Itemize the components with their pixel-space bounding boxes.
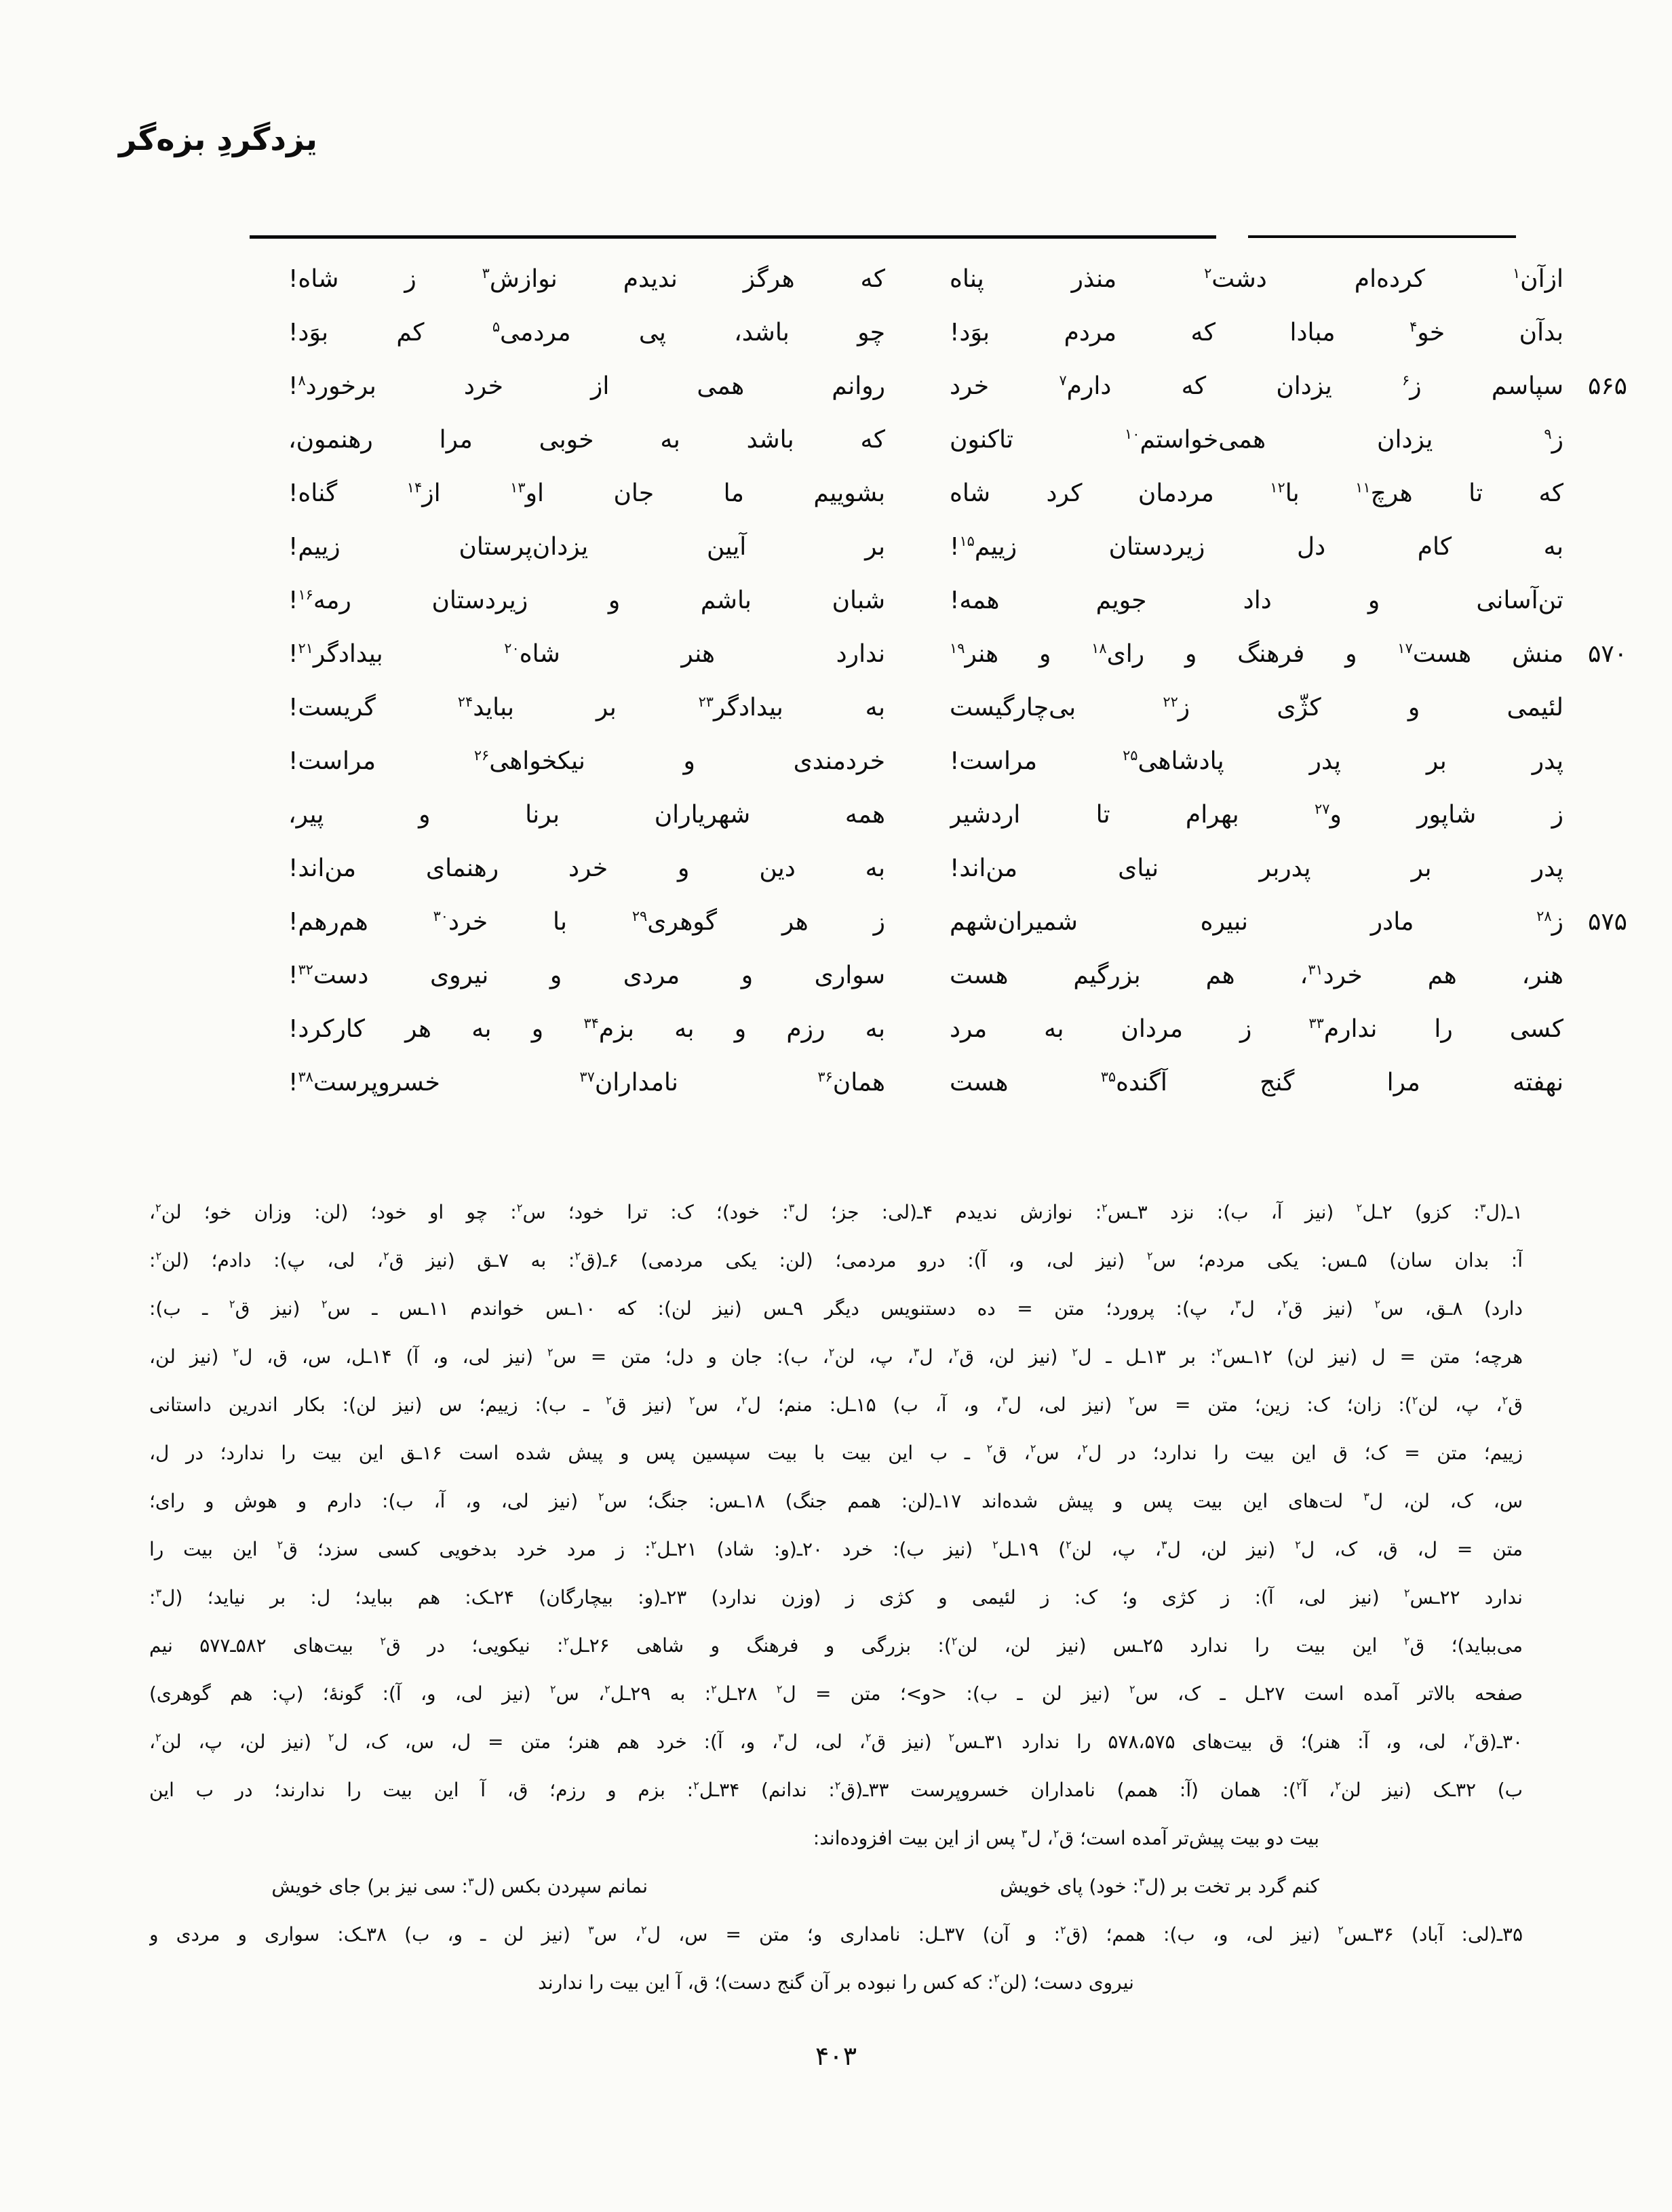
hemistich-left: ز هر گوهری$^{۲۹}$ با خرد$^{۳۰}$ هم‌رهم! <box>288 907 885 936</box>
hemistich-right: لئیمی و کژّی ز$^{۲۲}$ بی‌چارگیست <box>950 693 1563 722</box>
hemistich-right: نهفته مرا گنج آگنده$^{۳۵}$ هست <box>950 1068 1563 1097</box>
hemistich-right: ز$^۹$ یزدان همی‌خواستم$^{۱۰}$ تاکنون <box>950 425 1563 454</box>
apparatus-continuation: ۳۵ـ(لی: آباد) ۳۶ـس$^۲$ (نیز لی، و، ب): همم؛ (ق$^۲$: و آن) ۳۷ـل: نامداری و؛ متن = س، ل$^۲$، س$^۳$ (نیز لن ـ و، ب) ۳۸ـک: سواری و مردی و <box>149 1923 1523 1946</box>
hemistich-right: هنر، هم خرد$^{۳۱}$، هم بزرگیم هست <box>950 961 1563 989</box>
chapter-title: یزدگردِ بزه‌گر <box>119 121 317 157</box>
poem-couplet <box>0 895 1672 949</box>
apparatus-line: ندارد ۲۲ـس$^۲$ (نیز لی، آ): ز کژی و؛ ک: ز لئیمی و کژی ز (وزن ندارد) ۲۳ـ(و: بیچارگان) ۲۴ـک: هم بباید؛ ل: بر نیاید؛ (ل$^۳$: <box>149 1586 1523 1608</box>
hemistich-left: به بیدادگر$^{۲۳}$ بر بباید$^{۲۴}$ گریست! <box>288 693 885 722</box>
poem-couplet <box>0 359 1672 413</box>
poem-couplet <box>0 306 1672 359</box>
poem-couplet <box>0 681 1672 734</box>
hemistich-right: سپاسم ز$^۶$ یزدان که دارم$^۷$ خرد <box>950 372 1563 400</box>
apparatus-line: آ: بدان سان) ۵ـس: یکی مردم؛ س$^۲$ (نیز لی، و، آ): درو مردمی؛ (لن: یکی مردمی) ۶ـ(ق$^۲$: به ۷ـق (نیز ق$^۲$، لی، پ): دادم؛ (لن$^۲$: <box>149 1249 1523 1271</box>
verse-number: ۵۷۵ <box>1587 908 1627 936</box>
apparatus-line: ب) ۳۲ـک (نیز لن$^۲$، آ$^۲$): همان (آ: همم) نامداران خسروپرست ۳۳ـ(ق$^۲$: ندانم) ۳۴ـل$^۲$: بزم و رزم؛ ق، آ این بیت را ندارند؛ در ب این <box>149 1779 1523 1801</box>
apparatus-line: ق$^۲$، پ، لن$^۲$): زان؛ ک: زین؛ متن = س$^۲$ (نیز لی، ل$^۳$، و، آ، ب) ۱۵ـل: منم؛ ل$^۲$، س$^۲$ (نیز ق$^۲$ ـ ب): زییم؛ س (نیز لن): بکار اندرین داستانی <box>149 1394 1523 1416</box>
apparatus-line: س، ک، لن، ل$^۳$ لت‌های این بیت پس و پیش شده‌اند ۱۷ـ(لن: همم جنگ) ۱۸ـس: جنگ؛ س$^۲$ (نیز لی، و، آ، ب): دارم و هوش و رای؛ <box>149 1490 1523 1512</box>
hemistich-right: به کام دل زیردستان زییم$^{۱۵}$! <box>950 532 1563 561</box>
poem-couplet <box>0 574 1672 627</box>
verse-number: ۵۷۰ <box>1587 640 1627 668</box>
hemistich-left: خردمندی و نیکخواهی$^{۲۶}$ مراست! <box>288 747 885 775</box>
page-number: ۴۰۳ <box>815 2041 857 2071</box>
hemistich-left: به رزم و به بزم$^{۳۴}$ و به هر کارکرد! <box>288 1014 885 1043</box>
apparatus-line: صفحه بالاتر آمده است ۲۷ـل ـ ک، س$^۲$ (نیز لن ـ ب): <و>؛ متن = ل$^۲$ ۲۸ـل$^۲$: به ۲۹ـل$^۲$، س$^۲$ (نیز لی، و، آ): گونهٔ؛ (پ: هم گوهری) <box>149 1682 1523 1705</box>
hemistich-left: که هرگز ندیدم نوازش$^۳$ ز شاه! <box>288 264 885 293</box>
apparatus-lines <box>149 1188 1523 1814</box>
poem-couplet <box>0 467 1672 520</box>
poem-couplet <box>0 252 1672 306</box>
apparatus-line: دارد) ۸ـق، س$^۲$ (نیز ق$^۲$، ل$^۳$، پ): پرورد؛ متن = ده دستنویس دیگر ۹ـس (نیز لن): که ۱۰ـس خواندم ۱۱ـس ـ س$^۲$ (نیز ق$^۲$ ـ ب): <box>149 1297 1523 1320</box>
hemistich-left: بشوییم ما جان او$^{۱۳}$ از$^{۱۴}$ گناه! <box>288 479 885 507</box>
poem-couplet <box>0 788 1672 842</box>
quoted-hemistich-left: نمانم سپردن بکس (ل$^۳$: سی نیز بر) جای خویش <box>271 1875 648 1897</box>
apparatus-line: می‌بباید)؛ ق$^۲$ این بیت را ندارد ۲۵ـس (نیز لن، لن$^۲$): بزرگی و فرهنگ و شاهی ۲۶ـل$^۲$: نیکویی؛ در ق$^۲$ بیت‌های ۵۸۲ـ۵۷۷ نیم <box>149 1634 1523 1657</box>
hemistich-right: پدر بر پدربر نیای من‌اند! <box>950 854 1563 882</box>
poem-couplet <box>0 520 1672 574</box>
hemistich-right: ز$^{۲۸}$ مادر نبیره شمیران‌شهم <box>950 907 1563 936</box>
hemistich-left: بر آیین یزدان‌پرستان زییم! <box>288 532 885 561</box>
hemistich-right: ز شاپور و$^{۲۷}$ بهرام تا اردشیر <box>950 800 1563 829</box>
poem <box>0 252 1672 1109</box>
hemistich-right: کسی را ندارم$^{۳۳}$ ز مردان به مرد <box>950 1014 1563 1043</box>
poem-couplet <box>0 949 1672 1002</box>
hemistich-right: منش هست$^{۱۷}$ و فرهنگ و رای$^{۱۸}$ و هنر$^{۱۹}$ <box>950 639 1563 668</box>
poem-couplet <box>0 1002 1672 1056</box>
hemistich-right: ازآن$^۱$ کرده‌ام دشت$^۲$ منذر پناه <box>950 264 1563 293</box>
poem-couplet <box>0 627 1672 681</box>
hemistich-right: که تا هرچ$^{۱۱}$ با$^{۱۲}$ مردمان کرد شاه <box>950 479 1563 507</box>
apparatus-insert-intro: بیت دو بیت پیش‌تر آمده است؛ ق$^۲$، ل$^۳$ پس از این بیت افزوده‌اند: <box>813 1827 1319 1849</box>
hemistich-right: بدآن خو$^۴$ مبادا که مردم بوَد! <box>950 318 1563 347</box>
apparatus-closing-line: نیروی دست؛ (لن$^۲$: که کس را نبوده بر آن گنج دست)؛ ق، آ این بیت را ندارند <box>538 1971 1134 1994</box>
poem-couplet <box>0 842 1672 895</box>
verse-number: ۵۶۵ <box>1587 372 1627 400</box>
hemistich-right: پدر بر پدر پادشاهی$^{۲۵}$ مراست! <box>950 747 1563 775</box>
hemistich-left: روانم همی از خرد برخورد$^۸$! <box>288 372 885 400</box>
hemistich-left: سواری و مردی و نیروی دست$^{۳۲}$! <box>288 961 885 989</box>
apparatus-line: هرچه؛ متن = ل (نیز لن) ۱۲ـس$^۲$: بر ۱۳ـل ـ ل$^۲$ (نیز لن، ق$^۲$، ل$^۳$، پ، لن$^۲$، ب): جان و دل؛ متن = س$^۲$ (نیز لی، و، آ) ۱۴ـل، س، ق، ل$^۲$ (نیز لن، <box>149 1345 1523 1368</box>
header-rule-right <box>1248 235 1516 238</box>
hemistich-left: همه شهریاران برنا و پیر، <box>288 800 885 829</box>
critical-apparatus <box>149 1188 1523 2007</box>
hemistich-left: که باشد به خوبی مرا رهنمون، <box>288 425 885 454</box>
quoted-hemistich-right: کنم گرد بر تخت بر (ل$^۳$: خود) پای خویش <box>1000 1875 1319 1897</box>
hemistich-left: چو باشد، پی مردمی$^۵$ کم بوَد! <box>288 318 885 347</box>
hemistich-left: به دین و خرد رهنمای من‌اند! <box>288 854 885 882</box>
poem-couplet <box>0 1056 1672 1109</box>
apparatus-line: ۳۰ـ(ق$^۲$، لی، و، آ: هنر)؛ ق بیت‌های ۵۷۸،۵۷۵ را ندارد ۳۱ـس$^۲$ (نیز ق$^۲$، لی، ل$^۳$، و، آ): خرد هم هنر؛ متن = ل، س، ک، ل$^۲$ (نیز لن، پ، لن$^۲$، <box>149 1731 1523 1753</box>
apparatus-line: ۱ـ(ل$^۳$: کزو) ۲ـل$^۲$ (نیز آ، ب): نزد ۳ـس$^۲$: نوازش ندیدم ۴ـ(لی: جز؛ ل$^۳$: خود)؛ ک: ترا خود؛ س$^۲$: چو او خود؛ (لن: وزان خو؛ لن$^۲$، <box>149 1201 1523 1223</box>
apparatus-quoted-couplet <box>149 1862 1523 1910</box>
hemistich-left: شبان باشم و زیردستان رمه$^{۱۶}$! <box>288 586 885 614</box>
header-rule-left <box>250 235 1216 239</box>
hemistich-left: همان$^{۳۶}$ نامداران$^{۳۷}$ خسروپرست$^{۳۸}$! <box>288 1068 885 1097</box>
apparatus-line: متن = ل، ق، ک، ل$^۲$ (نیز لن، ل$^۳$، پ، لن$^۲$) ۱۹ـل$^۲$ (نیز ب): خرد ۲۰ـ(و: شاد) ۲۱ـل$^۲$: ز مرد خرد بدخویی کسی سزد؛ ق$^۲$ این بیت را <box>149 1538 1523 1560</box>
poem-couplet <box>0 734 1672 788</box>
hemistich-left: ندارد هنر شاه$^{۲۰}$ بیدادگر$^{۲۱}$! <box>288 639 885 668</box>
poem-couplet <box>0 413 1672 467</box>
apparatus-line: زییم؛ متن = ک؛ ق این بیت را ندارد؛ در ل$^۲$، س$^۲$، ق$^۲$ ـ ب این بیت با بیت سپسین پس و پیش شده است ۱۶ـق این بیت را ندارد؛ در ل، <box>149 1442 1523 1464</box>
hemistich-right: تن‌آسانی و داد جویم همه! <box>950 586 1563 614</box>
